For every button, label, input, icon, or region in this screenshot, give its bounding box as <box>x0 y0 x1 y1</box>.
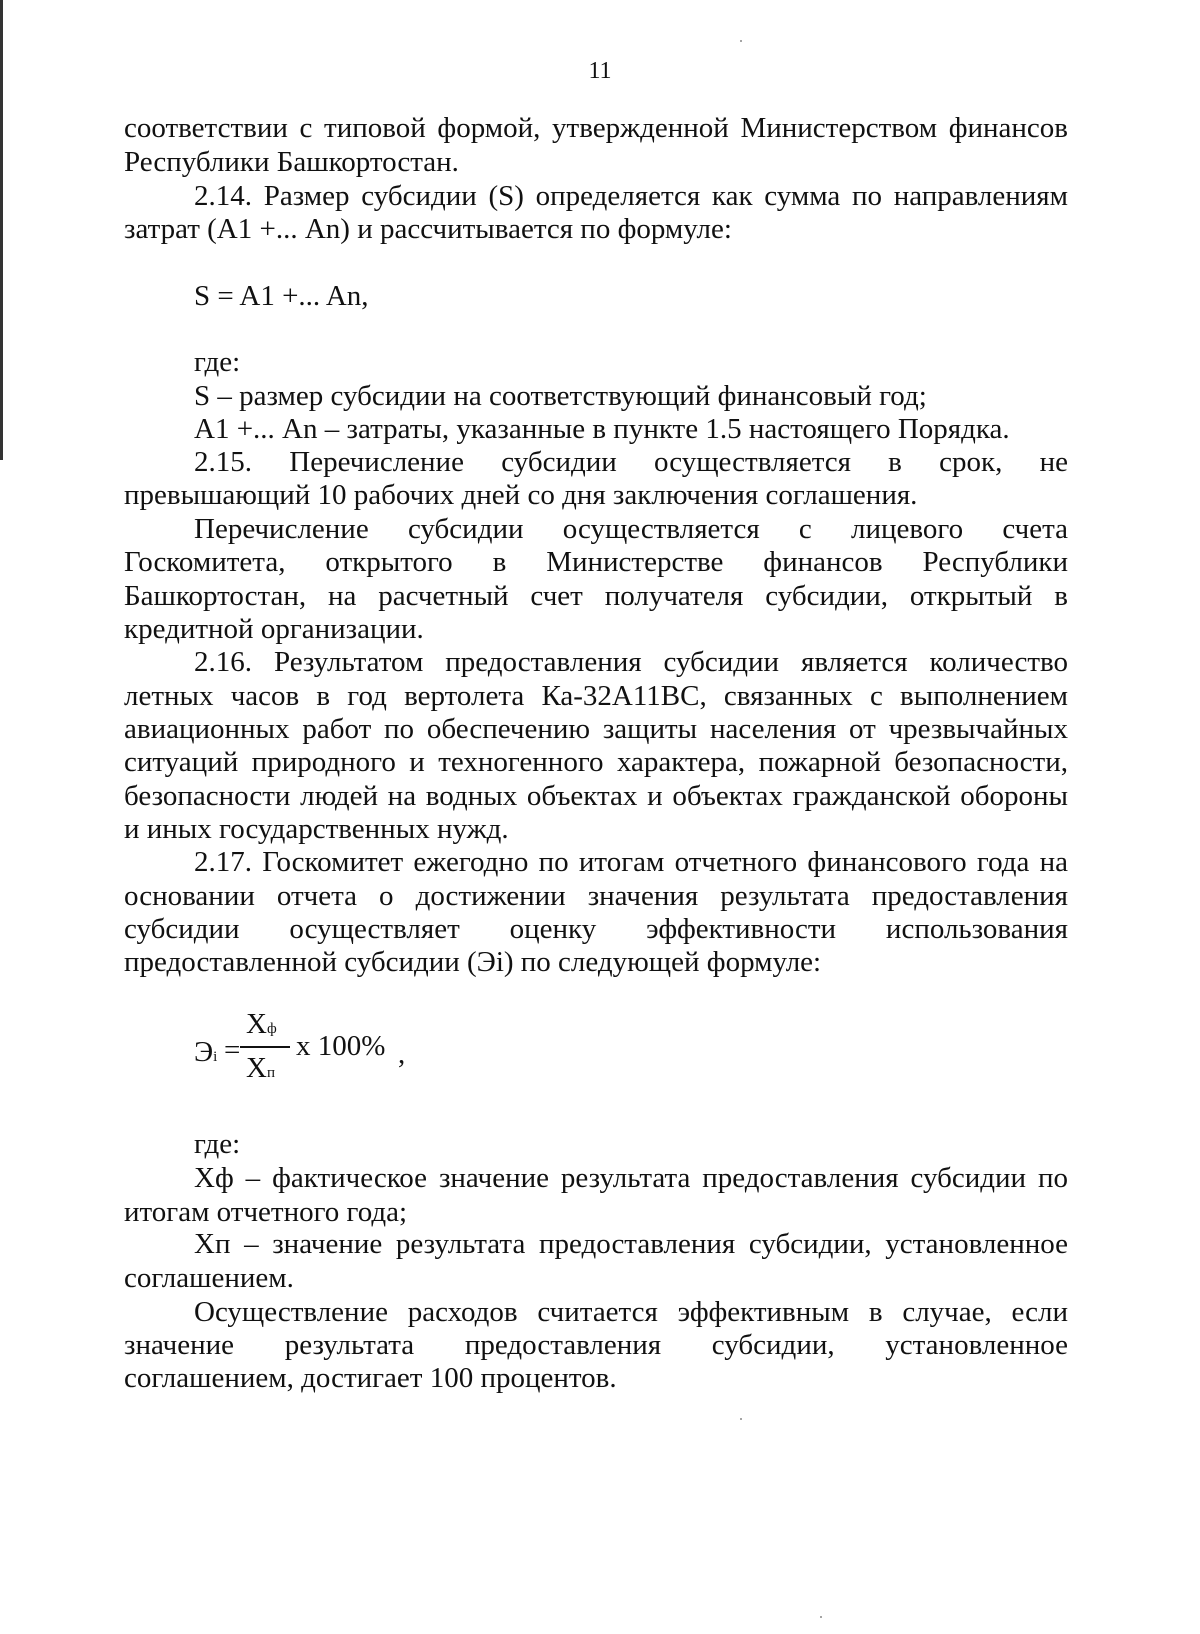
text-line: А1 +... An – затраты, указанные в пункте 1.5 настоящего Порядка. <box>194 413 1010 445</box>
page-number: 11 <box>588 58 612 84</box>
text-line: субсидии осуществляет оценку эффективности использования <box>124 913 1068 945</box>
formula-numerator: Хф <box>246 1008 277 1040</box>
text-line: безопасности людей на водных объектах и объектах гражданской обороны <box>124 780 1068 812</box>
scan-speck <box>820 1616 822 1618</box>
scan-speck <box>740 40 742 42</box>
text-line: итогам отчетного года; <box>124 1196 408 1228</box>
text-line: Башкортостан, на расчетный счет получателя субсидии, открытый в <box>124 580 1068 612</box>
formula-lhs: Эi <box>194 1036 218 1068</box>
text-line: летных часов в год вертолета Ка-32А11ВС, связанных с выполнением <box>124 680 1068 712</box>
formula-equals: = <box>224 1034 241 1066</box>
text-line: 2.17. Госкомитет ежегодно по итогам отчетного финансового года на <box>194 846 1068 878</box>
text-line: 2.16. Результатом предоставления субсидии является количество <box>194 646 1068 678</box>
text-line: Республики Башкортостан. <box>124 146 459 178</box>
text-line: где: <box>194 1128 241 1160</box>
text-line: 2.14. Размер субсидии (S) определяется как сумма по направлениям <box>194 180 1068 212</box>
text-line: кредитной организации. <box>124 613 424 645</box>
scan-speck <box>740 1418 742 1420</box>
formula-multiplier: x 100% <box>296 1030 386 1062</box>
fraction-bar <box>240 1046 290 1048</box>
text-line: Хп – значение результата предоставления субсидии, установленное <box>194 1228 1068 1260</box>
text-line: Госкомитета, открытого в Министерстве финансов Республики <box>124 546 1068 578</box>
text-line: затрат (А1 +... An) и рассчитывается по формуле: <box>124 213 732 245</box>
text-line: где: <box>194 346 241 378</box>
text-line: превышающий 10 рабочих дней со дня заключения соглашения. <box>124 479 918 511</box>
text-line: Осуществление расходов считается эффективным в случае, если <box>194 1296 1068 1328</box>
text-line: Перечисление субсидии осуществляется с лицевого счета <box>194 513 1068 545</box>
formula-denominator: Хп <box>246 1052 275 1084</box>
text-line: предоставленной субсидии (Эi) по следующей формуле: <box>124 946 822 978</box>
formula-sum: S = A1 +... An, <box>194 280 369 312</box>
text-line: 2.15. Перечисление субсидии осуществляется в срок, не <box>194 446 1068 478</box>
formula-comma: , <box>398 1038 406 1070</box>
text-line: значение результата предоставления субсидии, установленное <box>124 1329 1068 1361</box>
text-line: Хф – фактическое значение результата предоставления субсидии по <box>194 1162 1068 1194</box>
text-line: авиационных работ по обеспечению защиты населения от чрезвычайных <box>124 713 1068 745</box>
text-line: соответствии с типовой формой, утвержденной Министерством финансов <box>124 112 1068 144</box>
text-line: основании отчета о достижении значения результата предоставления <box>124 880 1068 912</box>
text-line: соглашением. <box>124 1262 294 1294</box>
text-line: S – размер субсидии на соответствующий финансовый год; <box>194 380 927 412</box>
text-line: и иных государственных нужд. <box>124 813 509 845</box>
text-line: ситуаций природного и техногенного характера, пожарной безопасности, <box>124 746 1068 778</box>
text-line: соглашением, достигает 100 процентов. <box>124 1362 617 1394</box>
